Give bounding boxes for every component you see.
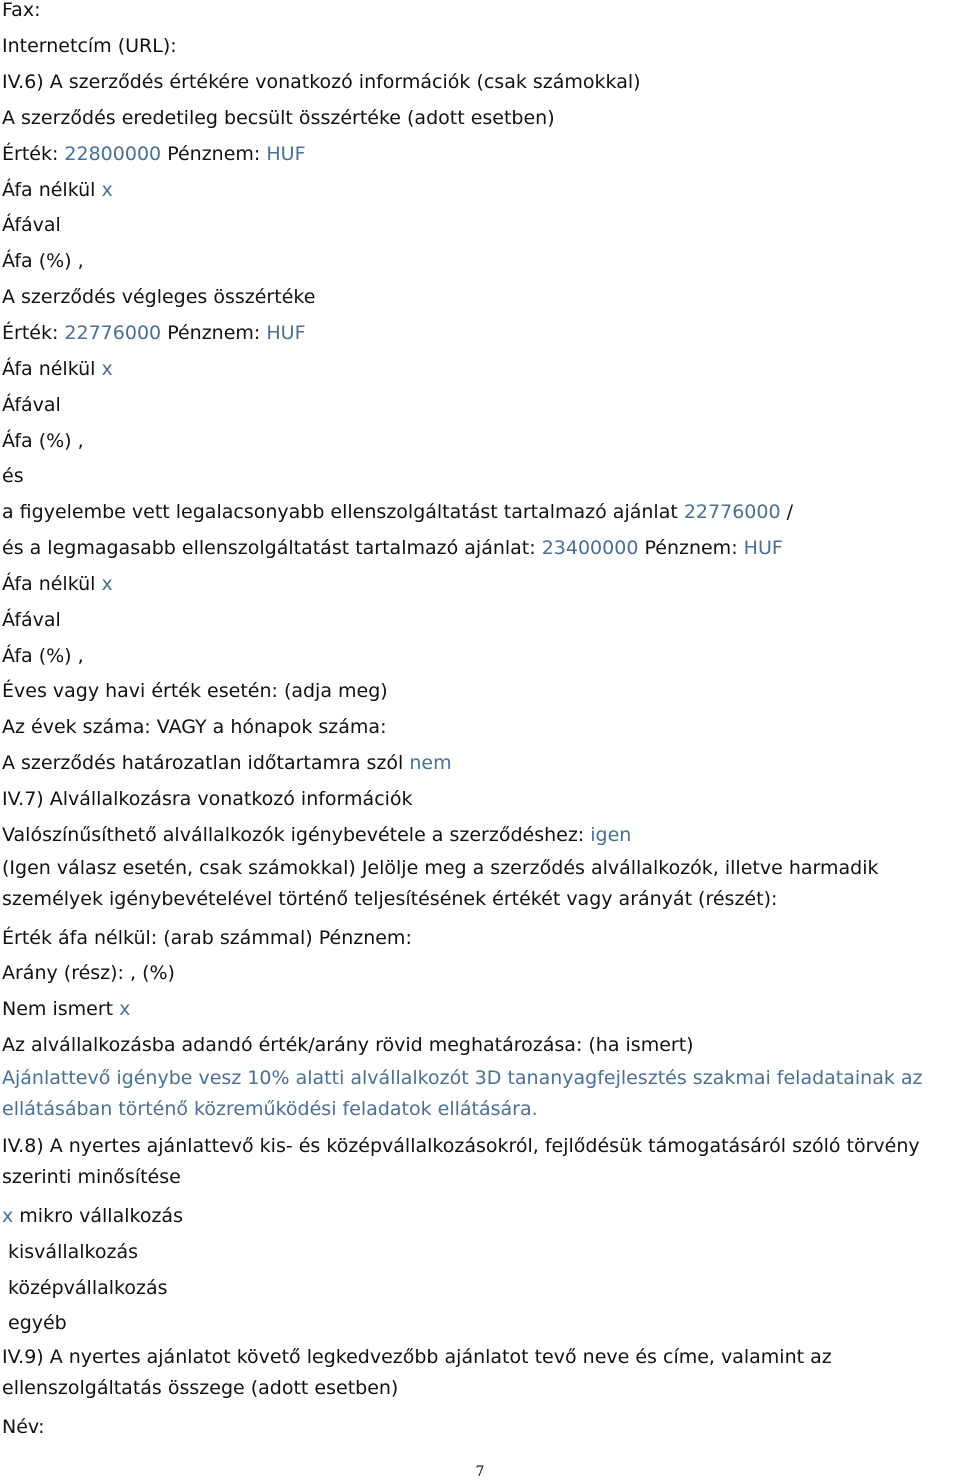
unknown-row [2,996,130,1022]
subcontract-likely-label: Valószínűsíthető alvállalkozók igénybevétele a szerződéshez: [2,824,585,846]
lowest-offer-value: 22776000 [683,501,781,523]
subcontract-likely-value: igen [590,824,632,846]
range-vat-included-label: Áfával [2,609,61,631]
vat-excluded-mark: x [101,573,113,595]
value-label: Érték: [2,322,59,344]
currency-label: Pénznem: [167,322,261,344]
other-enterprise-label: egyéb [8,1312,67,1334]
vat-excluded-label: Áfa nélkül [2,179,96,201]
separator: / [786,501,794,523]
highest-offer-value: 23400000 [541,537,639,559]
final-vat-included-label: Áfával [2,394,61,416]
subcontract-value-label: Érték áfa nélkül: (arab számmal) Pénznem: [2,927,412,949]
indefinite-row [2,750,452,776]
original-value-heading: A szerződés eredetileg becsült összértéke (adott esetben) [2,107,555,129]
micro-label: mikro vállalkozás [19,1205,183,1227]
range-vat-excluded-row [2,571,113,597]
vat-excluded-label: Áfa nélkül [2,573,96,595]
highest-offer-label: és a legmagasabb ellenszolgáltatást tartalmazó ajánlat: [2,537,536,559]
highest-offer-currency: HUF [743,537,783,559]
micro-mark: x [2,1205,14,1227]
final-currency: HUF [266,322,306,344]
subcontract-desc-label: Az alvállalkozásba adandó érték/arány rövid meghatározása: (ha ismert) [2,1034,694,1056]
original-currency: HUF [266,143,306,165]
section-iv8-heading: IV.8) A nyertes ajánlattevő kis- és középvállalkozásokról, fejlődésük támogatásáról szóló törvény szerinti minősítése [2,1135,920,1188]
subcontract-likely-row [2,822,631,848]
subcontract-ratio-label: Arány (rész): , (%) [2,962,175,984]
name-label: Név: [2,1416,45,1438]
vat-excluded-mark: x [101,179,113,201]
section-iv9-heading: IV.9) A nyertes ajánlatot követő legkedvezőbb ajánlatot tevő neve és címe, valamint az ellenszolgáltatás összege (adott esetben) [2,1346,832,1399]
lowest-offer-label: a figyelembe vett legalacsonyabb ellenszolgáltatást tartalmazó ajánlat [2,501,678,523]
vat-percent-label: Áfa (%) , [2,250,84,272]
vat-excluded-row [2,177,113,203]
currency-label: Pénznem: [167,143,261,165]
years-months-label: Az évek száma: VAGY a hónapok száma: [2,716,387,738]
small-enterprise-label: kisvállalkozás [8,1241,139,1263]
url-label: Internetcím (URL): [2,35,177,57]
page-number: 7 [475,1464,485,1480]
medium-enterprise-label: középvállalkozás [8,1277,168,1299]
value-label: Érték: [2,143,59,165]
micro-enterprise-row [2,1203,183,1229]
original-value-row [2,141,306,167]
annual-monthly-label: Éves vagy havi érték esetén: (adja meg) [2,680,388,702]
section-iv7-heading: IV.7) Alvállalkozásra vonatkozó információk [2,788,413,810]
and-label: és [2,465,24,487]
indefinite-value: nem [409,752,452,774]
lowest-offer-row [2,499,793,525]
original-value: 22800000 [64,143,162,165]
vat-excluded-label: Áfa nélkül [2,358,96,380]
final-value-row [2,320,306,346]
unknown-label: Nem ismert [2,998,114,1020]
currency-label: Pénznem: [644,537,738,559]
indefinite-label: A szerződés határozatlan időtartamra szól [2,752,404,774]
highest-offer-row [2,535,783,561]
vat-included-label: Áfával [2,214,61,236]
subcontract-desc-value: Ajánlattevő igénybe vesz 10% alatti alvállalkozót 3D tananyagfejlesztés szakmai feladatainak az ellátásában történő közreműködési feladatok ellátására. [2,1067,923,1120]
unknown-mark: x [119,998,131,1020]
final-vat-excluded-row [2,356,113,382]
final-value-heading: A szerződés végleges összértéke [2,286,316,308]
if-yes-paragraph: (Igen válasz esetén, csak számokkal) Jelölje meg a szerződés alvállalkozók, illetve harmadik személyek igénybevételével történő teljesítésének értékét vagy arányát (részét): [2,857,879,910]
final-vat-percent-label: Áfa (%) , [2,430,84,452]
fax-label: Fax: [2,0,41,21]
range-vat-percent-label: Áfa (%) , [2,645,84,667]
section-iv6-heading: IV.6) A szerződés értékére vonatkozó információk (csak számokkal) [2,71,641,93]
final-value: 22776000 [64,322,162,344]
vat-excluded-mark: x [101,358,113,380]
